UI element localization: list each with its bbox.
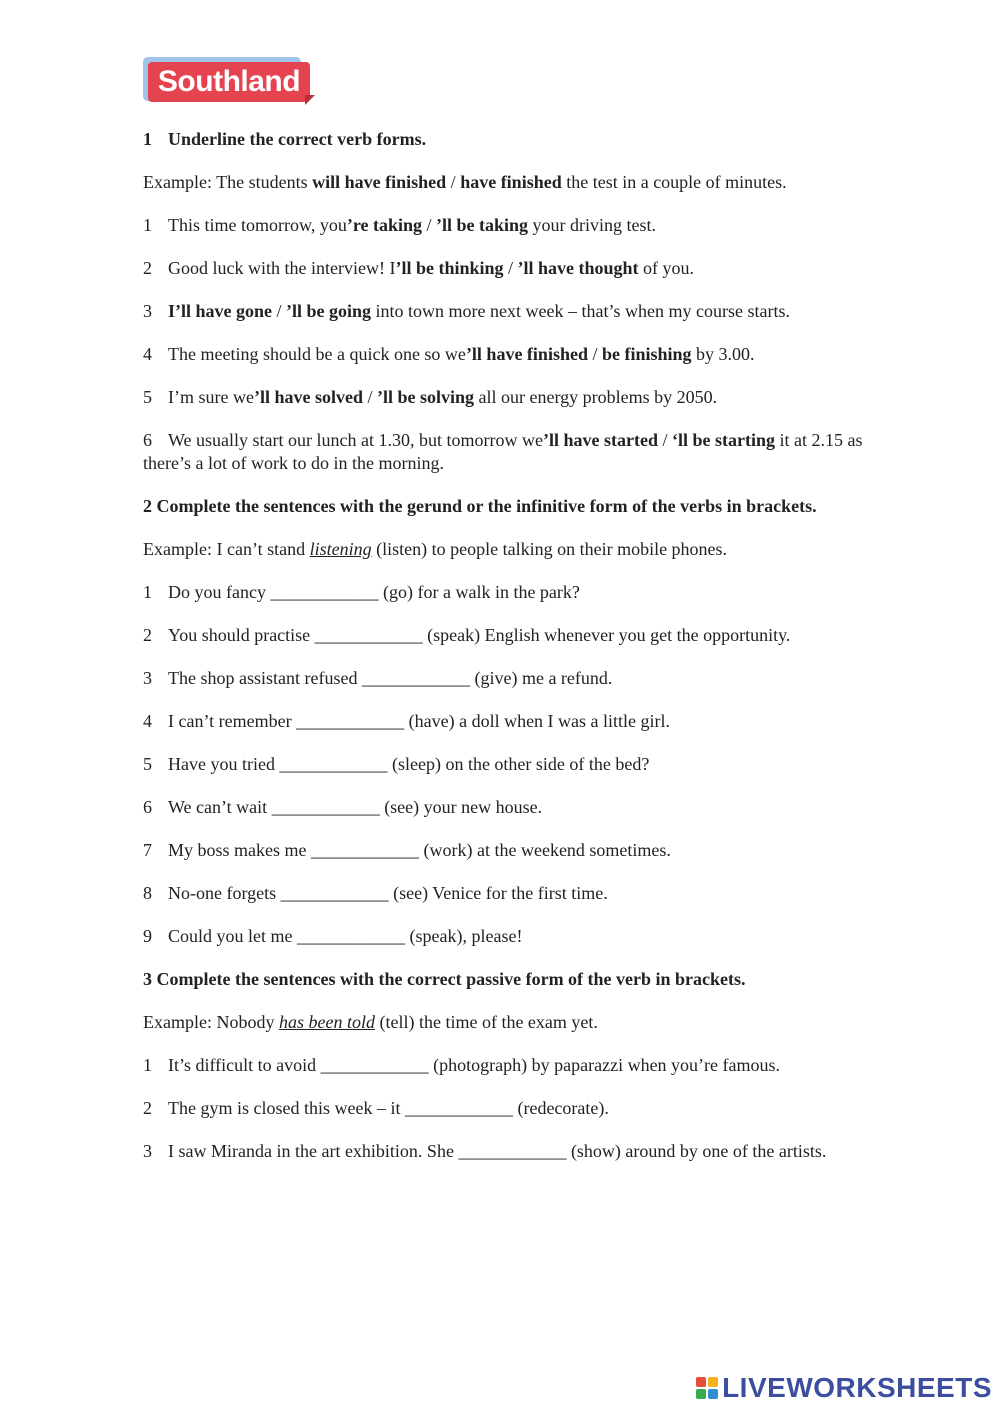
section2-heading: 2 Complete the sentences with the gerund or the infinitive form of the verbs in brackets. xyxy=(143,496,817,516)
section2-item: 1 Do you fancy ____________ (go) for a walk in the park? xyxy=(143,582,580,602)
answer-blank[interactable]: ____________ xyxy=(361,668,470,688)
answer-blank[interactable]: ____________ xyxy=(320,1055,429,1075)
section3-example: Example: Nobody has been told (tell) the time of the exam yet. xyxy=(143,1012,598,1032)
liveworksheets-logo-icon xyxy=(696,1377,718,1399)
section2-example: Example: I can’t stand listening (listen) to people talking on their mobile phones. xyxy=(143,539,728,559)
answer-blank[interactable]: ____________ xyxy=(296,711,405,731)
section1-item: 5 I’m sure we’ll have solved / ’ll be solving all our energy problems by 2050. xyxy=(143,387,718,407)
section3-item: 3 I saw Miranda in the art exhibition. She ____________ (show) around by one of the artists. xyxy=(143,1141,827,1161)
verb-option[interactable]: ’ll be thinking xyxy=(395,258,504,278)
section1-item: 3 I’ll have gone / ’ll be going into town more next week – that’s when my course starts. xyxy=(143,301,790,321)
verb-option[interactable]: ’ll have finished xyxy=(465,344,588,364)
section2-item: 9 Could you let me ____________ (speak), please! xyxy=(143,926,523,946)
section1-item: 2 Good luck with the interview! I’ll be thinking / ’ll have thought of you. xyxy=(143,258,695,278)
verb-option[interactable]: ‘ll be starting xyxy=(671,430,775,450)
answer-blank[interactable]: ____________ xyxy=(271,797,380,817)
section2-item: 5 Have you tried ____________ (sleep) on the other side of the bed? xyxy=(143,754,650,774)
logo-square xyxy=(696,1377,706,1387)
worksheet-content xyxy=(143,128,863,1183)
section1-heading: 1 Underline the correct verb forms. xyxy=(143,129,427,149)
answer-blank[interactable]: ____________ xyxy=(279,754,388,774)
verb-option[interactable]: ’ll have solved xyxy=(253,387,363,407)
southland-logo xyxy=(143,57,315,107)
logo-fold xyxy=(305,95,315,105)
answer-blank[interactable]: ____________ xyxy=(404,1098,513,1118)
verb-option[interactable]: ’ll be going xyxy=(286,301,372,321)
section2-item: 2 You should practise ____________ (speak) English whenever you get the opportunity. xyxy=(143,625,791,645)
verb-option[interactable]: ’ll have started xyxy=(542,430,658,450)
section3-item: 1 It’s difficult to avoid ____________ (photograph) by paparazzi when you’re famous. xyxy=(143,1055,781,1075)
section2-item: 7 My boss makes me ____________ (work) at the weekend sometimes. xyxy=(143,840,671,860)
section3-heading: 3 Complete the sentences with the correct passive form of the verb in brackets. xyxy=(143,969,746,989)
logo-square xyxy=(708,1389,718,1399)
section2-item: 6 We can’t wait ____________ (see) your new house. xyxy=(143,797,543,817)
section1-example: Example: The students will have finished / have finished the test in a couple of minutes. xyxy=(143,172,787,192)
answer-blank[interactable]: ____________ xyxy=(311,840,419,860)
answer-blank[interactable]: ____________ xyxy=(458,1141,567,1161)
logo-square xyxy=(708,1377,718,1387)
verb-option[interactable]: I’ll have gone xyxy=(168,301,273,321)
liveworksheets-footer xyxy=(696,1373,992,1403)
section1-item: 1 This time tomorrow, you’re taking / ’ll be taking your driving test. xyxy=(143,215,657,235)
section2-item: 3 The shop assistant refused ____________ (give) me a refund. xyxy=(143,668,613,688)
verb-option[interactable]: ’re taking xyxy=(346,215,422,235)
answer-blank[interactable]: ____________ xyxy=(280,883,389,903)
logo-square xyxy=(696,1389,706,1399)
verb-option[interactable]: ’ll have thought xyxy=(517,258,639,278)
section1-item: 4 The meeting should be a quick one so we’ll have finished / be finishing by 3.00. xyxy=(143,344,755,364)
section2-item: 8 No-one forgets ____________ (see) Venice for the first time. xyxy=(143,883,608,903)
liveworksheets-wordmark: LIVEWORKSHEETS xyxy=(722,1372,992,1403)
verb-option[interactable]: ’ll be solving xyxy=(377,387,475,407)
verb-option[interactable]: be finishing xyxy=(601,344,692,364)
section2-item: 4 I can’t remember ____________ (have) a doll when I was a little girl. xyxy=(143,711,671,731)
verb-option[interactable]: ’ll be taking xyxy=(436,215,529,235)
answer-blank[interactable]: ____________ xyxy=(297,926,405,946)
logo-text: Southland xyxy=(148,62,310,102)
answer-blank[interactable]: ____________ xyxy=(270,582,379,602)
section3-item: 2 The gym is closed this week – it ____________ (redecorate). xyxy=(143,1098,609,1118)
section1-item: 6 We usually start our lunch at 1.30, but tomorrow we’ll have started / ‘ll be starting it at 2.15 as there’s a lot of work to do in the morning. xyxy=(143,430,863,473)
answer-blank[interactable]: ____________ xyxy=(314,625,423,645)
